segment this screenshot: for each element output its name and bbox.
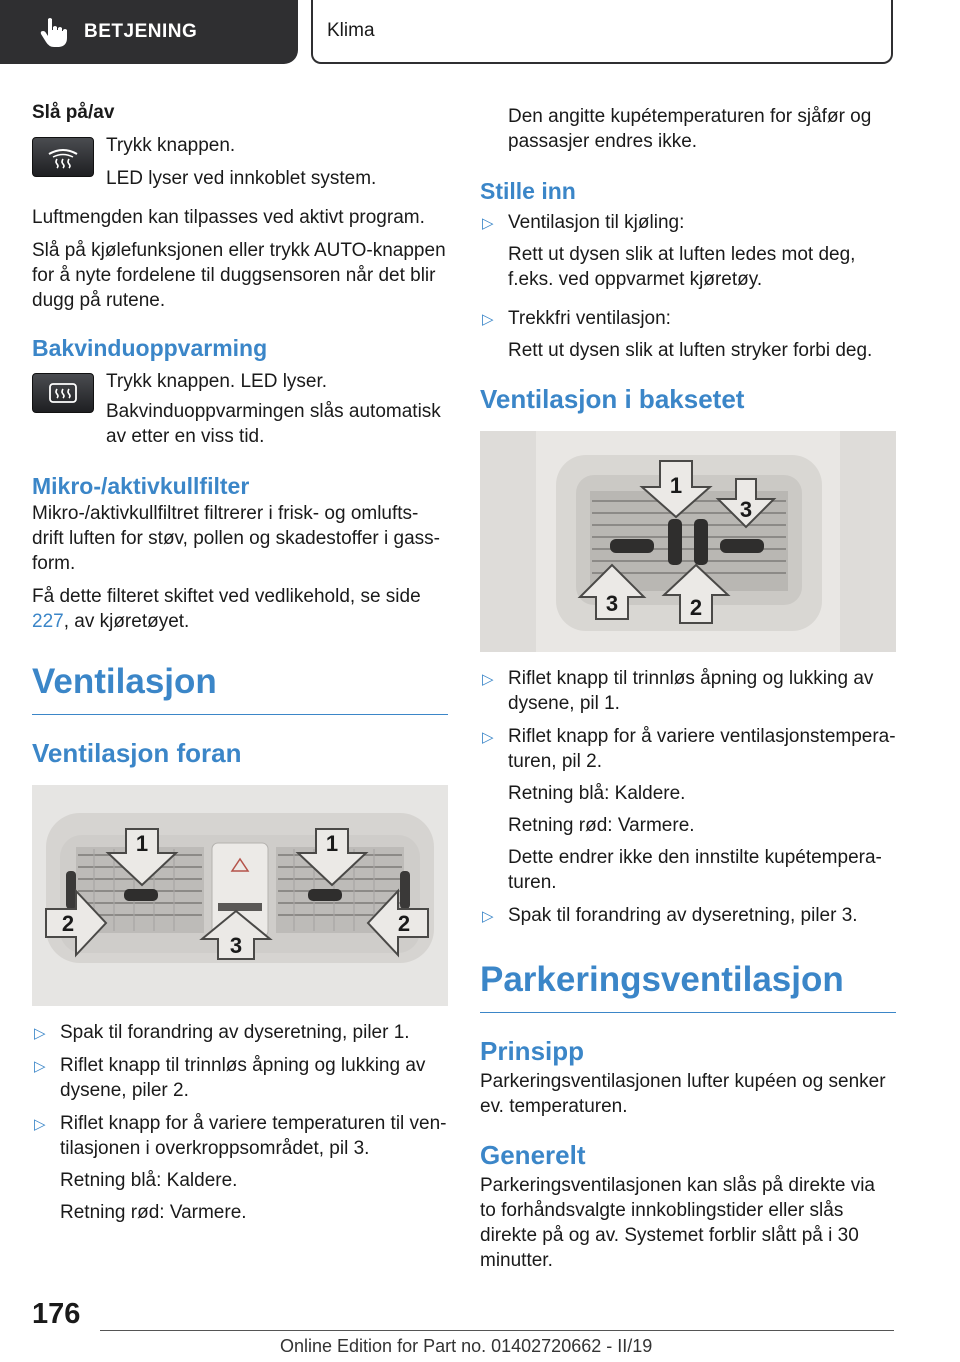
list-item: ▷ Spak til forandring av dyseretning, piler 1. [32,1020,448,1045]
onoff-block [32,133,448,191]
set-heading: Stille inn [480,178,576,204]
defrost-button-icon [32,137,94,177]
list-item: ▷ Ventilasjon til kjøling: Rett ut dysen slik at luften ledes mot deg, f.eks. ved oppvarmet kjøretøy. [482,212,856,290]
front-label-2a: 2 [61,911,75,936]
front-vent-heading: Ventilasjon foran [32,738,242,768]
rear-label-3b: 3 [605,591,619,616]
front-label-2b: 2 [397,911,411,936]
onoff-line1: Trykk knappen. [106,135,236,156]
onoff-title: Slå på/av [32,102,115,123]
general-heading: Generelt [480,1140,586,1170]
triangle-bullet-icon: ▷ [482,729,494,746]
list-item: ▷ Riflet knapp til trinnløs åpning og lukking av dysene, piler 2. [34,1055,426,1101]
list-item: ▷ Trekkfri ventilasjon: Rett ut dysen slik at luften stryker forbi deg. [482,308,873,361]
parking-vent-heading: Parkeringsventilasjon [480,958,896,1013]
chapter-label: Klima [327,20,375,41]
front-vent-list [32,1020,448,1225]
front-label-1a: 1 [135,831,149,856]
rear-label-1: 1 [669,473,683,498]
ventilation-heading: Ventilasjon [32,660,448,715]
rear-vent-list [480,666,896,928]
front-vent-figure [32,785,448,1006]
triangle-bullet-icon: ▷ [482,215,494,232]
rear-vent-heading: Ventilasjon i baksetet [480,384,745,414]
footer-divider [100,1330,894,1331]
filter-paragraph2: Få dette filteret skiftet ved vedlikehold, se side 227, av kjøretøyet. [32,586,421,632]
rear-heat-line2: Bakvinduoppvarmingen slås automatisk av etter en viss tid. [106,401,441,447]
airflow-paragraph: Luftmengden kan tilpasses ved aktivt program. [32,207,425,228]
right-column [480,104,896,1273]
list-item: ▷ Riflet knapp for å variere ventilasjonstempera-turen, pil 2. Retning blå: Kaldere. Retning rød: Varmere. Dette endrer ikke den innstilte kupétempera-turen. [482,726,896,893]
triangle-bullet-icon: ▷ [482,311,494,328]
cooling-paragraph: Slå på kjølefunksjonen eller trykk AUTO-knappen for å nyte fordelene til duggsensoren når det blir dugg på rutene. [32,240,446,311]
header-bar [0,0,960,66]
front-label-3: 3 [229,933,243,958]
set-list [480,210,896,363]
rear-window-heat-icon [32,373,94,413]
principle-paragraph: Parkeringsventilasjonen lufter kupéen og senker ev. temperaturen. [480,1071,886,1117]
section-tab[interactable] [0,0,298,64]
page-number: 176 [32,1298,81,1330]
rear-label-2: 2 [689,595,703,620]
filter-heading: Mikro-/aktivkullfilter [32,473,250,499]
list-item: ▷ Spak til forandring av dyseretning, piler 3. [480,903,896,928]
onoff-line2: LED lyser ved innkoblet system. [106,168,377,189]
list-item: ▷ Riflet knapp for å variere temperaturen til ven-tilasjonen i overkroppsområdet, pil 3. Retning blå: Kaldere. Retning rød: Varmere. [34,1113,447,1223]
rear-heat-heading: Bakvinduoppvarming [32,335,268,361]
triangle-bullet-icon: ▷ [482,671,494,688]
filter-paragraph1: Mikro-/aktivkullfiltret filtrerer i frisk- og omlufts-drift luften for støv, pollen og skadestoffer i gass-form. [32,503,440,574]
front-label-1b: 1 [325,831,339,856]
chapter-tab[interactable] [311,0,893,64]
triangle-bullet-icon: ▷ [482,908,494,925]
rear-vent-illustration [480,431,896,652]
edition-text: Online Edition for Part no. 01402720662 - II/19 [280,1336,653,1356]
section-label: BETJENING [84,21,198,42]
left-column [32,100,448,1225]
hand-pointer-icon [36,15,70,49]
page-link[interactable]: 227 [32,611,64,632]
list-item: ▷ Riflet knapp til trinnløs åpning og lukking av dysene, pil 1. [482,668,874,714]
rear-heat-line1: Trykk knappen. LED lyser. [106,371,328,392]
temp-note: Den angitte kupétemperaturen for sjåfør og passasjer endres ikke. [508,106,872,152]
triangle-bullet-icon: ▷ [34,1058,46,1075]
front-vent-illustration [32,785,448,1006]
general-paragraph: Parkeringsventilasjonen kan slås på direkte via to forhåndsvalgte innkoblingstider eller slås direkte på og av. Systemet forblir slått på i 30 minutter. [480,1175,875,1271]
rear-label-3a: 3 [739,497,753,522]
principle-heading: Prinsipp [480,1036,585,1066]
rear-vent-figure [480,431,896,652]
triangle-bullet-icon: ▷ [34,1025,46,1042]
triangle-bullet-icon: ▷ [34,1116,46,1133]
